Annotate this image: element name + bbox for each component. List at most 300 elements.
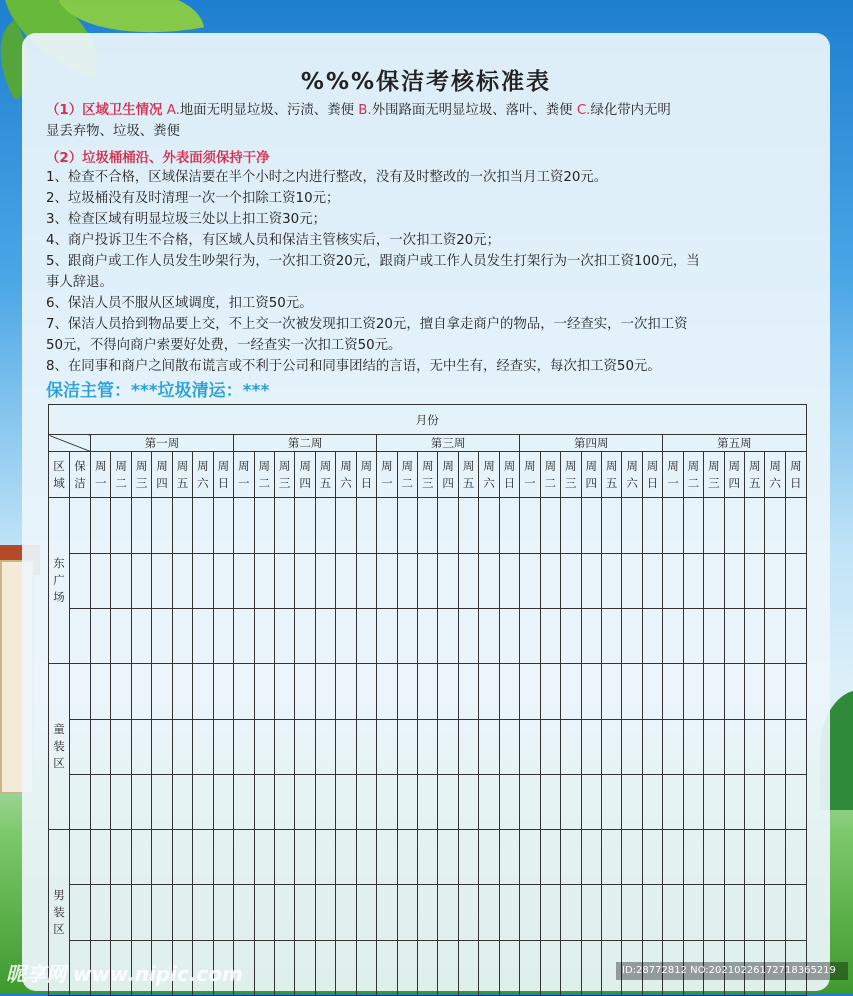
table-cell[interactable] (315, 830, 335, 885)
table-cell[interactable] (254, 719, 274, 774)
table-cell[interactable] (111, 830, 131, 885)
table-cell[interactable] (581, 940, 601, 995)
table-cell[interactable] (765, 664, 785, 719)
table-cell[interactable] (254, 553, 274, 608)
table-cell[interactable] (172, 774, 192, 829)
table-cell[interactable] (152, 719, 172, 774)
table-cell[interactable] (785, 719, 806, 774)
table-cell[interactable] (581, 719, 601, 774)
table-cell[interactable] (418, 553, 438, 608)
table-cell[interactable] (111, 719, 131, 774)
table-cell[interactable] (336, 940, 356, 995)
table-cell[interactable] (479, 830, 499, 885)
table-cell[interactable] (234, 608, 254, 663)
table-cell[interactable] (458, 498, 478, 553)
table-cell[interactable] (581, 608, 601, 663)
table-cell[interactable] (479, 940, 499, 995)
table-cell[interactable] (131, 664, 151, 719)
table-cell[interactable] (131, 553, 151, 608)
table-cell[interactable] (418, 664, 438, 719)
table-cell[interactable] (561, 719, 581, 774)
table-cell[interactable] (601, 498, 621, 553)
table-cell[interactable] (111, 885, 131, 940)
table-cell[interactable] (479, 885, 499, 940)
table-cell[interactable] (356, 664, 376, 719)
table-cell[interactable] (91, 719, 111, 774)
table-cell[interactable] (91, 608, 111, 663)
table-cell[interactable] (213, 608, 233, 663)
table-cell[interactable] (295, 664, 315, 719)
table-cell[interactable] (601, 830, 621, 885)
table-cell[interactable] (765, 719, 785, 774)
table-cell[interactable] (765, 498, 785, 553)
table-cell[interactable] (152, 498, 172, 553)
table-cell[interactable] (295, 830, 315, 885)
table-cell[interactable] (499, 830, 519, 885)
table-cell[interactable] (601, 608, 621, 663)
table-cell[interactable] (520, 719, 540, 774)
table-cell[interactable] (745, 664, 765, 719)
table-cell[interactable] (581, 664, 601, 719)
table-cell[interactable] (336, 553, 356, 608)
table-cell[interactable] (397, 664, 417, 719)
table-cell[interactable] (91, 664, 111, 719)
table-cell[interactable] (254, 608, 274, 663)
table-cell[interactable] (254, 885, 274, 940)
table-cell[interactable] (152, 830, 172, 885)
table-cell[interactable] (601, 664, 621, 719)
table-cell[interactable] (520, 885, 540, 940)
table-cell[interactable] (91, 553, 111, 608)
table-cell[interactable] (213, 885, 233, 940)
table-cell[interactable] (356, 553, 376, 608)
table-cell[interactable] (377, 553, 397, 608)
table-cell[interactable] (724, 885, 744, 940)
table-cell[interactable] (438, 719, 458, 774)
table-cell[interactable] (499, 885, 519, 940)
table-cell[interactable] (397, 553, 417, 608)
table-cell[interactable] (520, 498, 540, 553)
table-cell[interactable] (499, 774, 519, 829)
table-cell[interactable] (479, 608, 499, 663)
table-cell[interactable] (213, 774, 233, 829)
table-cell[interactable] (336, 830, 356, 885)
table-cell[interactable] (540, 830, 560, 885)
table-cell[interactable] (663, 830, 683, 885)
table-cell[interactable] (91, 498, 111, 553)
table-cell[interactable] (765, 774, 785, 829)
table-cell[interactable] (479, 664, 499, 719)
table-cell[interactable] (724, 553, 744, 608)
table-cell[interactable] (540, 774, 560, 829)
table-cell[interactable] (499, 553, 519, 608)
table-cell[interactable] (152, 553, 172, 608)
table-cell[interactable] (785, 553, 806, 608)
table-cell[interactable] (377, 498, 397, 553)
table-cell[interactable] (642, 553, 662, 608)
table-cell[interactable] (356, 719, 376, 774)
table-cell[interactable] (70, 830, 91, 885)
table-cell[interactable] (152, 885, 172, 940)
table-cell[interactable] (601, 553, 621, 608)
table-cell[interactable] (561, 774, 581, 829)
table-cell[interactable] (336, 719, 356, 774)
table-cell[interactable] (765, 608, 785, 663)
table-cell[interactable] (520, 940, 540, 995)
table-cell[interactable] (479, 553, 499, 608)
table-cell[interactable] (601, 719, 621, 774)
table-cell[interactable] (785, 498, 806, 553)
table-cell[interactable] (765, 830, 785, 885)
table-cell[interactable] (377, 608, 397, 663)
table-cell[interactable] (601, 885, 621, 940)
table-cell[interactable] (663, 719, 683, 774)
table-cell[interactable] (234, 774, 254, 829)
table-cell[interactable] (438, 885, 458, 940)
table-cell[interactable] (213, 553, 233, 608)
table-cell[interactable] (397, 719, 417, 774)
table-cell[interactable] (785, 608, 806, 663)
table-cell[interactable] (254, 664, 274, 719)
table-cell[interactable] (131, 830, 151, 885)
table-cell[interactable] (234, 830, 254, 885)
table-cell[interactable] (193, 608, 213, 663)
table-cell[interactable] (131, 885, 151, 940)
table-cell[interactable] (397, 830, 417, 885)
table-cell[interactable] (274, 719, 294, 774)
table-cell[interactable] (642, 498, 662, 553)
table-cell[interactable] (642, 885, 662, 940)
table-cell[interactable] (520, 664, 540, 719)
table-cell[interactable] (458, 608, 478, 663)
table-cell[interactable] (274, 830, 294, 885)
table-cell[interactable] (315, 608, 335, 663)
table-cell[interactable] (234, 498, 254, 553)
table-cell[interactable] (70, 774, 91, 829)
table-cell[interactable] (479, 498, 499, 553)
table-cell[interactable] (315, 774, 335, 829)
table-cell[interactable] (70, 885, 91, 940)
table-cell[interactable] (438, 830, 458, 885)
table-cell[interactable] (336, 664, 356, 719)
table-cell[interactable] (663, 553, 683, 608)
table-cell[interactable] (172, 719, 192, 774)
table-cell[interactable] (438, 608, 458, 663)
table-cell[interactable] (356, 940, 376, 995)
table-cell[interactable] (520, 774, 540, 829)
table-cell[interactable] (111, 664, 131, 719)
table-cell[interactable] (622, 885, 642, 940)
table-cell[interactable] (336, 498, 356, 553)
table-cell[interactable] (274, 885, 294, 940)
table-cell[interactable] (254, 940, 274, 995)
table-cell[interactable] (540, 940, 560, 995)
table-cell[interactable] (745, 719, 765, 774)
table-cell[interactable] (274, 498, 294, 553)
table-cell[interactable] (172, 553, 192, 608)
table-cell[interactable] (745, 498, 765, 553)
table-cell[interactable] (438, 774, 458, 829)
table-cell[interactable] (642, 664, 662, 719)
table-cell[interactable] (581, 498, 601, 553)
table-cell[interactable] (438, 498, 458, 553)
table-cell[interactable] (172, 608, 192, 663)
table-cell[interactable] (479, 719, 499, 774)
table-cell[interactable] (295, 719, 315, 774)
table-cell[interactable] (540, 719, 560, 774)
table-cell[interactable] (356, 608, 376, 663)
table-cell[interactable] (377, 830, 397, 885)
table-cell[interactable] (520, 608, 540, 663)
table-cell[interactable] (418, 885, 438, 940)
table-cell[interactable] (663, 664, 683, 719)
table-cell[interactable] (254, 774, 274, 829)
table-cell[interactable] (724, 608, 744, 663)
table-cell[interactable] (581, 885, 601, 940)
table-cell[interactable] (561, 608, 581, 663)
table-cell[interactable] (193, 885, 213, 940)
table-cell[interactable] (499, 608, 519, 663)
table-cell[interactable] (438, 940, 458, 995)
table-cell[interactable] (397, 774, 417, 829)
table-cell[interactable] (458, 885, 478, 940)
table-cell[interactable] (458, 664, 478, 719)
table-cell[interactable] (458, 719, 478, 774)
table-cell[interactable] (356, 774, 376, 829)
table-cell[interactable] (561, 664, 581, 719)
table-cell[interactable] (111, 553, 131, 608)
table-cell[interactable] (683, 830, 703, 885)
table-cell[interactable] (622, 830, 642, 885)
table-cell[interactable] (111, 608, 131, 663)
table-cell[interactable] (315, 940, 335, 995)
table-cell[interactable] (172, 498, 192, 553)
table-cell[interactable] (561, 553, 581, 608)
table-cell[interactable] (234, 719, 254, 774)
table-cell[interactable] (274, 553, 294, 608)
table-cell[interactable] (458, 553, 478, 608)
table-cell[interactable] (315, 664, 335, 719)
table-cell[interactable] (458, 830, 478, 885)
table-cell[interactable] (663, 774, 683, 829)
table-cell[interactable] (193, 774, 213, 829)
table-cell[interactable] (683, 608, 703, 663)
table-cell[interactable] (561, 830, 581, 885)
table-cell[interactable] (683, 553, 703, 608)
table-cell[interactable] (172, 830, 192, 885)
table-cell[interactable] (254, 830, 274, 885)
table-cell[interactable] (704, 885, 724, 940)
table-cell[interactable] (377, 774, 397, 829)
table-cell[interactable] (458, 774, 478, 829)
table-cell[interactable] (765, 885, 785, 940)
table-cell[interactable] (622, 608, 642, 663)
table-cell[interactable] (581, 553, 601, 608)
table-cell[interactable] (765, 553, 785, 608)
table-cell[interactable] (458, 940, 478, 995)
table-cell[interactable] (785, 774, 806, 829)
table-cell[interactable] (336, 608, 356, 663)
table-cell[interactable] (336, 885, 356, 940)
table-cell[interactable] (295, 940, 315, 995)
table-cell[interactable] (499, 719, 519, 774)
table-cell[interactable] (131, 608, 151, 663)
table-cell[interactable] (213, 664, 233, 719)
table-cell[interactable] (622, 774, 642, 829)
table-cell[interactable] (234, 885, 254, 940)
table-cell[interactable] (561, 940, 581, 995)
table-cell[interactable] (683, 885, 703, 940)
table-cell[interactable] (663, 498, 683, 553)
table-cell[interactable] (601, 774, 621, 829)
table-cell[interactable] (295, 885, 315, 940)
table-cell[interactable] (683, 498, 703, 553)
table-cell[interactable] (520, 830, 540, 885)
table-cell[interactable] (418, 498, 438, 553)
table-cell[interactable] (111, 774, 131, 829)
table-cell[interactable] (520, 553, 540, 608)
table-cell[interactable] (418, 774, 438, 829)
table-cell[interactable] (745, 830, 765, 885)
table-cell[interactable] (315, 553, 335, 608)
table-cell[interactable] (785, 664, 806, 719)
table-cell[interactable] (479, 774, 499, 829)
table-cell[interactable] (91, 830, 111, 885)
table-cell[interactable] (131, 774, 151, 829)
table-cell[interactable] (663, 608, 683, 663)
table-cell[interactable] (193, 498, 213, 553)
table-cell[interactable] (234, 553, 254, 608)
table-cell[interactable] (213, 719, 233, 774)
table-cell[interactable] (295, 498, 315, 553)
table-cell[interactable] (152, 608, 172, 663)
table-cell[interactable] (683, 774, 703, 829)
table-cell[interactable] (213, 498, 233, 553)
table-cell[interactable] (418, 830, 438, 885)
table-cell[interactable] (622, 553, 642, 608)
table-cell[interactable] (70, 498, 91, 553)
table-cell[interactable] (172, 664, 192, 719)
table-cell[interactable] (193, 830, 213, 885)
table-cell[interactable] (438, 553, 458, 608)
table-cell[interactable] (642, 830, 662, 885)
table-cell[interactable] (91, 774, 111, 829)
table-cell[interactable] (377, 940, 397, 995)
table-cell[interactable] (581, 830, 601, 885)
table-cell[interactable] (295, 608, 315, 663)
table-cell[interactable] (683, 719, 703, 774)
table-cell[interactable] (540, 885, 560, 940)
table-cell[interactable] (540, 608, 560, 663)
table-cell[interactable] (377, 885, 397, 940)
table-cell[interactable] (70, 553, 91, 608)
table-cell[interactable] (745, 885, 765, 940)
table-cell[interactable] (642, 608, 662, 663)
table-cell[interactable] (683, 664, 703, 719)
table-cell[interactable] (540, 664, 560, 719)
table-cell[interactable] (356, 885, 376, 940)
table-cell[interactable] (397, 498, 417, 553)
table-cell[interactable] (704, 830, 724, 885)
table-cell[interactable] (622, 719, 642, 774)
table-cell[interactable] (663, 885, 683, 940)
table-cell[interactable] (397, 608, 417, 663)
table-cell[interactable] (193, 719, 213, 774)
table-cell[interactable] (111, 498, 131, 553)
table-cell[interactable] (70, 664, 91, 719)
table-cell[interactable] (336, 774, 356, 829)
table-cell[interactable] (704, 774, 724, 829)
table-cell[interactable] (397, 885, 417, 940)
table-cell[interactable] (152, 774, 172, 829)
table-cell[interactable] (642, 774, 662, 829)
table-cell[interactable] (704, 553, 724, 608)
table-cell[interactable] (315, 719, 335, 774)
table-cell[interactable] (356, 830, 376, 885)
table-cell[interactable] (131, 498, 151, 553)
table-cell[interactable] (704, 719, 724, 774)
table-cell[interactable] (315, 885, 335, 940)
table-cell[interactable] (785, 885, 806, 940)
table-cell[interactable] (438, 664, 458, 719)
table-cell[interactable] (561, 885, 581, 940)
table-cell[interactable] (356, 498, 376, 553)
table-cell[interactable] (274, 940, 294, 995)
table-cell[interactable] (418, 608, 438, 663)
table-cell[interactable] (377, 664, 397, 719)
table-cell[interactable] (704, 498, 724, 553)
table-cell[interactable] (274, 664, 294, 719)
table-cell[interactable] (540, 553, 560, 608)
table-cell[interactable] (622, 498, 642, 553)
table-cell[interactable] (152, 664, 172, 719)
table-cell[interactable] (745, 774, 765, 829)
table-cell[interactable] (295, 553, 315, 608)
table-cell[interactable] (540, 498, 560, 553)
table-cell[interactable] (499, 940, 519, 995)
table-cell[interactable] (724, 830, 744, 885)
table-cell[interactable] (70, 719, 91, 774)
table-cell[interactable] (704, 608, 724, 663)
table-cell[interactable] (581, 774, 601, 829)
table-cell[interactable] (642, 719, 662, 774)
table-cell[interactable] (499, 498, 519, 553)
table-cell[interactable] (377, 719, 397, 774)
table-cell[interactable] (418, 719, 438, 774)
table-cell[interactable] (499, 664, 519, 719)
table-cell[interactable] (193, 553, 213, 608)
table-cell[interactable] (213, 830, 233, 885)
table-cell[interactable] (91, 885, 111, 940)
table-cell[interactable] (397, 940, 417, 995)
table-cell[interactable] (234, 664, 254, 719)
table-cell[interactable] (785, 830, 806, 885)
table-cell[interactable] (724, 498, 744, 553)
table-cell[interactable] (724, 719, 744, 774)
table-cell[interactable] (131, 719, 151, 774)
table-cell[interactable] (745, 553, 765, 608)
table-cell[interactable] (254, 498, 274, 553)
table-cell[interactable] (274, 774, 294, 829)
table-cell[interactable] (745, 608, 765, 663)
table-cell[interactable] (70, 608, 91, 663)
table-cell[interactable] (295, 774, 315, 829)
table-cell[interactable] (622, 664, 642, 719)
table-cell[interactable] (724, 774, 744, 829)
table-cell[interactable] (704, 664, 724, 719)
table-cell[interactable] (561, 498, 581, 553)
table-cell[interactable] (193, 664, 213, 719)
